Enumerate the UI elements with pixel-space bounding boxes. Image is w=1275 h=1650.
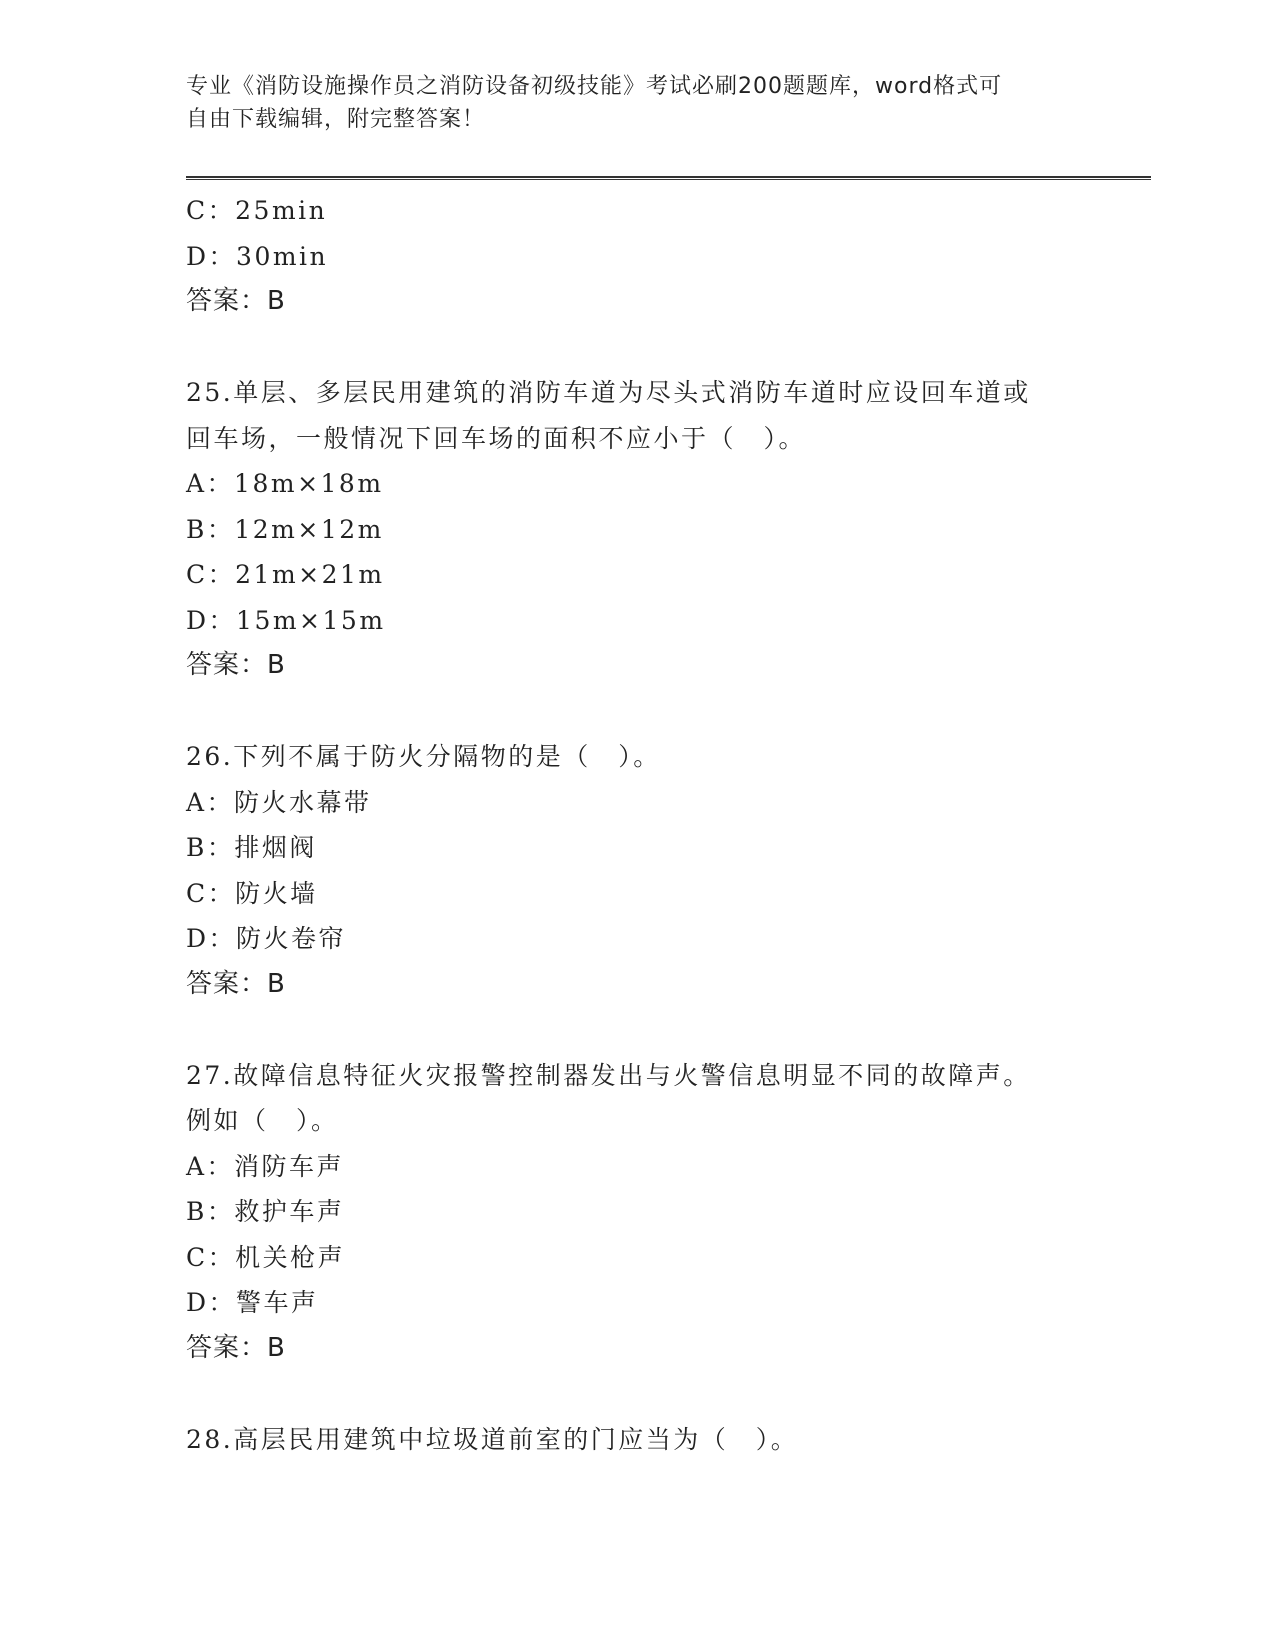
question-28 [186,1417,1086,1463]
spacer [186,325,1086,371]
spacer [186,1371,1086,1417]
answer-line: 答案：B [186,1332,286,1363]
option-a: A：消防车声 [186,1151,345,1181]
question-stem: 27.故障信息特征火灾报警控制器发出与火警信息明显不同的故障声。 [186,1060,1031,1090]
question-stem: 26.下列不属于防火分隔物的是（ ）。 [186,742,661,771]
question-25 [186,370,1086,689]
header-divider [186,176,1151,180]
option-d: D：防火卷帘 [186,924,347,953]
question-stem: 25.单层、多层民用建筑的消防车道为尽头式消防车道时应设回车道或 [186,378,1031,407]
spacer [186,689,1086,735]
option-a: A：防火水幕带 [186,787,372,817]
header-line-2: 自由下载编辑，附完整答案！ [186,107,486,132]
option-c: C：25min [186,196,328,225]
option-c: C：防火墙 [186,878,318,908]
answer-line: 答案：B [186,650,286,680]
question-27 [186,1053,1086,1372]
carryover-question [186,188,1086,325]
question-stem: 28.高层民用建筑中垃圾道前室的门应当为（ ）。 [186,1424,799,1454]
question-stem: 例如（ ）。 [186,1106,339,1135]
option-b: B：排烟阀 [186,833,317,862]
document-body [186,188,1086,1462]
option-c: C：机关枪声 [186,1242,346,1272]
option-d: D：15m×15m [186,605,386,635]
document-header [186,70,1066,136]
option-c: C：21m×21m [186,560,385,589]
option-d: D：警车声 [186,1288,319,1317]
spacer [186,1007,1086,1053]
option-b: B：救护车声 [186,1197,345,1226]
question-stem: 回车场，一般情况下回车场的面积不应小于（ ）。 [186,423,807,453]
option-d: D：30min [186,241,329,271]
answer-line: 答案：B [186,968,286,999]
question-26 [186,734,1086,1007]
option-b: B：12m×12m [186,514,384,544]
option-a: A：18m×18m [186,469,384,498]
header-line-1: 专业《消防设施操作员之消防设备初级技能》考试必刷200题题库，word格式可 [186,74,1003,99]
answer-line: 答案：B [186,286,286,316]
